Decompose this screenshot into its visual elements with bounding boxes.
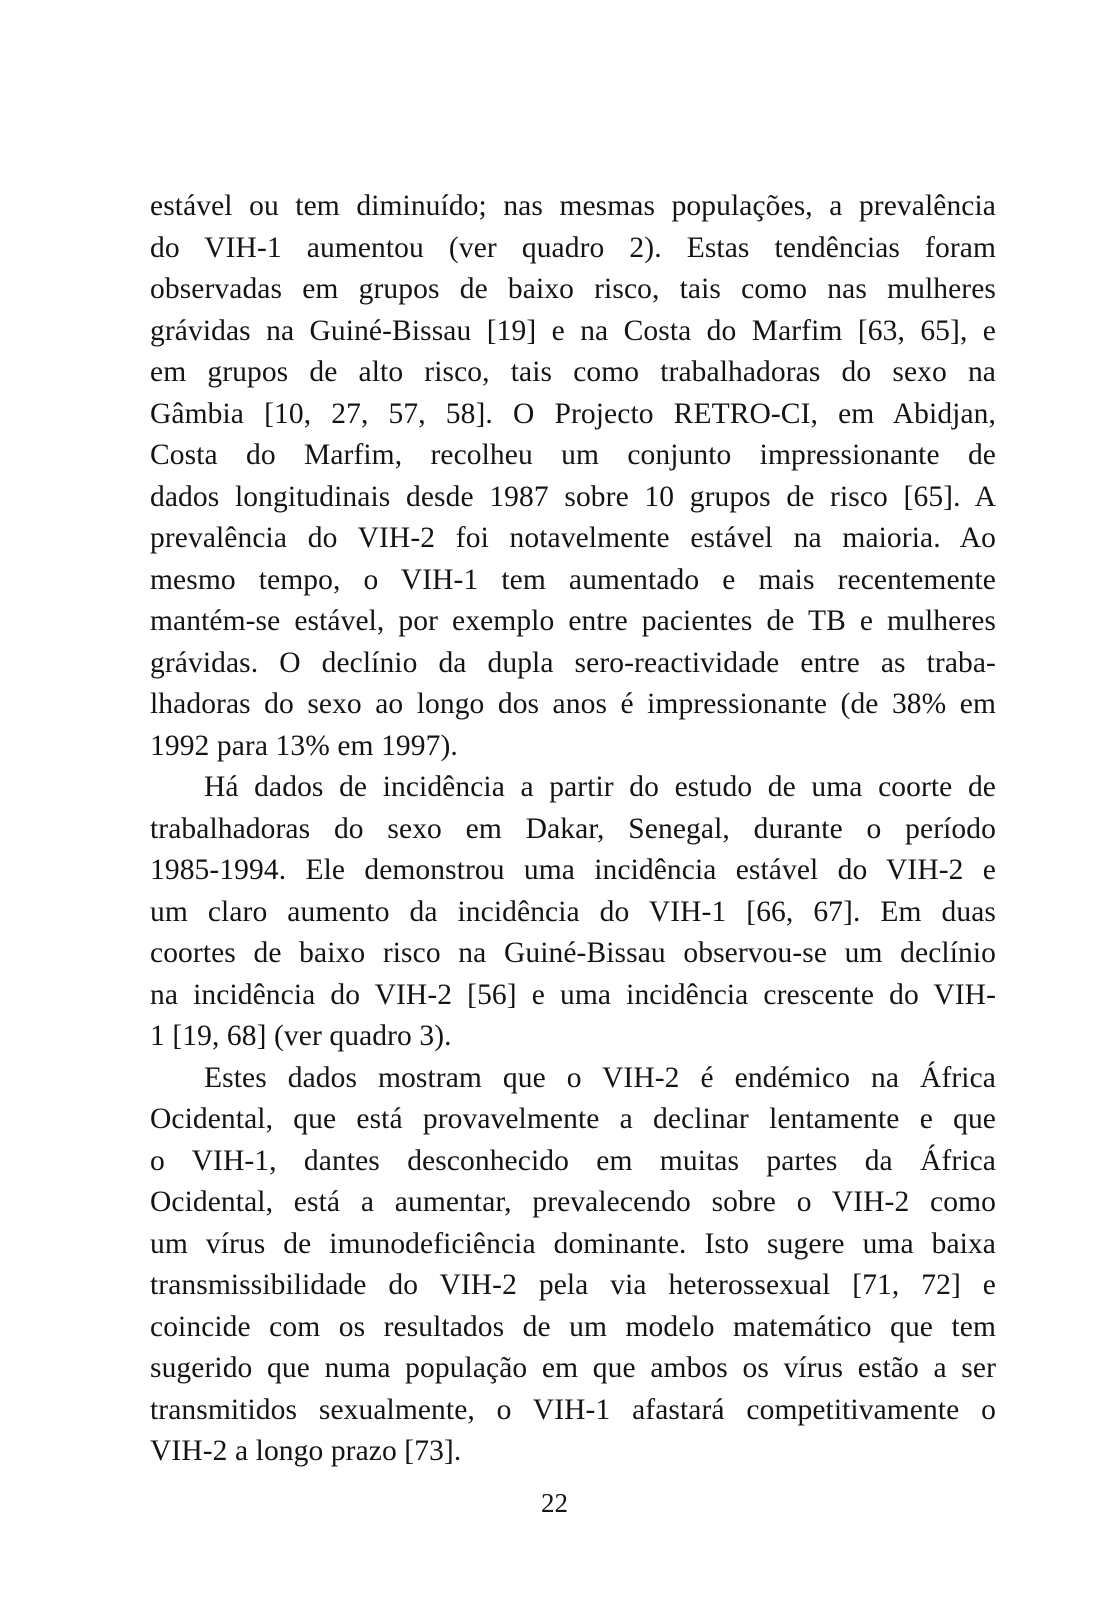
text-line: mesmo tempo, o VIH-1 tem aumentado e mais recentemente <box>150 563 996 596</box>
text-line: estável ou tem diminuído; nas mesmas populações, a prevalência <box>150 190 996 222</box>
text-line: na incidência do VIH-2 [56] e uma incidência crescente do VIH- <box>150 978 996 1011</box>
text-line: Ocidental, que está provavelmente a declinar lentamente e que <box>150 1103 996 1135</box>
paragraph-2 <box>150 767 996 1058</box>
text-line: do VIH-1 aumentou (ver quadro 2). Estas tendências foram <box>150 231 996 264</box>
text-line: Há dados de incidência a partir do estudo de uma coorte de <box>204 771 996 803</box>
paragraph-1 <box>150 186 996 767</box>
text-line: observadas em grupos de baixo risco, tais como nas mulheres <box>150 273 996 305</box>
text-line: grávidas. O declínio da dupla sero-reactividade entre as traba- <box>150 646 996 679</box>
paragraph-3 <box>150 1058 996 1473</box>
text-line: 1992 para 13% em 1997). <box>150 729 458 762</box>
text-line: Costa do Marfim, recolheu um conjunto impressionante de <box>150 439 996 471</box>
text-line: 1985-1994. Ele demonstrou uma incidência estável do VIH-2 e <box>150 854 996 886</box>
text-line: transmissibilidade do VIH-2 pela via heterossexual [71, 72] e <box>150 1269 996 1301</box>
text-line: Estes dados mostram que o VIH-2 é endémico na África <box>204 1061 996 1094</box>
text-line: o VIH-1, dantes desconhecido em muitas partes da África <box>150 1144 996 1177</box>
text-line: prevalência do VIH-2 foi notavelmente estável na maioria. Ao <box>150 522 996 554</box>
text-line: lhadoras do sexo ao longo dos anos é impressionante (de 38% em <box>150 688 996 720</box>
text-line: grávidas na Guiné-Bissau [19] e na Costa do Marfim [63, 65], e <box>150 314 996 347</box>
text-line: coortes de baixo risco na Guiné-Bissau observou-se um declínio <box>150 937 996 969</box>
text-line: dados longitudinais desde 1987 sobre 10 grupos de risco [65]. A <box>150 480 996 513</box>
text-line: um claro aumento da incidência do VIH-1 [66, 67]. Em duas <box>150 895 996 928</box>
body-text <box>150 186 996 1473</box>
text-line: mantém-se estável, por exemplo entre pacientes de TB e mulheres <box>150 605 996 637</box>
text-line: VIH-2 a longo prazo [73]. <box>150 1435 462 1467</box>
text-line: 1 [19, 68] (ver quadro 3). <box>150 1020 452 1052</box>
text-line: um vírus de imunodeficiência dominante. Isto sugere uma baixa <box>150 1227 996 1260</box>
text-line: coincide com os resultados de um modelo matemático que tem <box>150 1310 996 1343</box>
text-line: em grupos de alto risco, tais como trabalhadoras do sexo na <box>150 356 996 388</box>
text-line: sugerido que numa população em que ambos os vírus estão a ser <box>150 1352 996 1384</box>
text-line: Gâmbia [10, 27, 57, 58]. O Projecto RETRO-CI, em Abidjan, <box>150 397 996 430</box>
text-line: transmitidos sexualmente, o VIH-1 afastará competitivamente o <box>150 1393 996 1426</box>
page-number: 22 <box>541 1488 568 1518</box>
text-line: Ocidental, está a aumentar, prevalecendo sobre o VIH-2 como <box>150 1186 996 1218</box>
text-line: trabalhadoras do sexo em Dakar, Senegal, durante o período <box>150 812 996 845</box>
